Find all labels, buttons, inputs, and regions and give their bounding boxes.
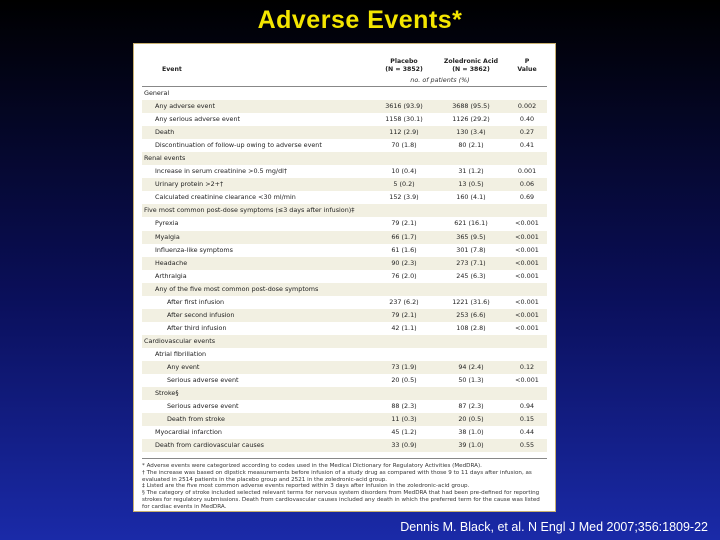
cell-placebo bbox=[373, 283, 435, 296]
cell-zoledronic: 108 (2.8) bbox=[456, 323, 486, 332]
cell-placebo: 76 (2.0) bbox=[391, 271, 417, 280]
table-row bbox=[142, 426, 547, 439]
cell-p-value bbox=[507, 204, 547, 217]
row-label: Myocardial infarction bbox=[155, 428, 222, 437]
row-label: Stroke§ bbox=[142, 387, 373, 400]
footnote: * Adverse events were categorized according to codes used in the Medical Dictionary for Regulatory Activities (MedDRA). bbox=[142, 463, 482, 470]
cell-zoledronic: 365 (9.5) bbox=[435, 231, 507, 244]
cell-zoledronic: 31 (1.2) bbox=[458, 167, 484, 176]
units-row bbox=[142, 74, 547, 87]
cell-placebo bbox=[373, 335, 435, 348]
cell-zoledronic: 3688 (95.5) bbox=[435, 100, 507, 113]
row-label: Five most common post-dose symptoms (≤3 days after infusion)‡ bbox=[142, 204, 373, 217]
cell-placebo: 45 (1.2) bbox=[391, 428, 417, 437]
cell-p-value: 0.94 bbox=[519, 402, 535, 411]
row-label: Myalgia bbox=[142, 231, 373, 244]
cell-p-value bbox=[507, 152, 547, 165]
cell-zoledronic: 38 (1.0) bbox=[458, 428, 484, 437]
cell-p-value bbox=[507, 283, 547, 296]
cell-zoledronic bbox=[435, 152, 507, 165]
cell-p-value bbox=[507, 387, 547, 400]
cell-placebo: 42 (1.1) bbox=[391, 323, 417, 332]
cell-zoledronic: 80 (2.1) bbox=[458, 141, 484, 150]
cell-zoledronic: 1221 (31.6) bbox=[452, 297, 490, 306]
cell-p-value: <0.001 bbox=[515, 271, 539, 280]
cell-p-value: 0.44 bbox=[519, 428, 535, 437]
header-value-label: Value bbox=[517, 66, 537, 73]
table-row bbox=[142, 309, 547, 322]
cell-p-value bbox=[507, 335, 547, 348]
cell-placebo bbox=[373, 204, 435, 217]
row-label: Any serious adverse event bbox=[155, 115, 241, 124]
cell-p-value: 0.40 bbox=[519, 115, 535, 124]
table-row bbox=[142, 296, 547, 309]
cell-placebo: 3616 (93.9) bbox=[373, 100, 435, 113]
cell-p-value: 0.12 bbox=[507, 361, 547, 374]
cell-zoledronic: 130 (3.4) bbox=[435, 126, 507, 139]
table-row bbox=[142, 100, 547, 113]
table-row bbox=[142, 322, 547, 335]
cell-placebo: 79 (2.1) bbox=[391, 219, 417, 228]
row-label: Calculated creatinine clearance <30 ml/min bbox=[155, 193, 296, 202]
cell-placebo: 152 (3.9) bbox=[389, 193, 419, 202]
slide-title: Adverse Events* bbox=[257, 6, 463, 34]
cell-placebo bbox=[373, 387, 435, 400]
cell-zoledronic bbox=[435, 204, 507, 217]
cell-zoledronic: 20 (0.5) bbox=[435, 413, 507, 426]
cell-placebo: 70 (1.8) bbox=[391, 141, 417, 150]
cell-p-value: <0.001 bbox=[515, 297, 539, 306]
table-row bbox=[142, 204, 547, 217]
cell-p-value: 0.55 bbox=[507, 439, 547, 452]
row-label: Increase in serum creatinine >0.5 mg/dl† bbox=[155, 167, 288, 176]
header-zoledronic-n: (N = 3862) bbox=[452, 66, 490, 73]
header-p-value bbox=[507, 52, 547, 74]
cell-zoledronic bbox=[435, 335, 507, 348]
cell-p-value: 0.15 bbox=[507, 413, 547, 426]
cell-zoledronic: 50 (1.3) bbox=[458, 376, 484, 385]
table-row bbox=[142, 335, 547, 348]
footnote: ‡ Listed are the five most common adverse events reported within 3 days after infusion in the zoledronic-acid group. bbox=[142, 483, 470, 490]
row-label: Urinary protein >2+† bbox=[142, 178, 373, 191]
table-row bbox=[142, 178, 547, 191]
cell-zoledronic: 245 (6.3) bbox=[456, 271, 486, 280]
header-placebo bbox=[373, 52, 435, 74]
table-row bbox=[142, 231, 547, 244]
table-row bbox=[142, 283, 547, 296]
cell-placebo bbox=[373, 348, 435, 361]
table-header-row bbox=[142, 52, 547, 74]
cell-placebo: 79 (2.1) bbox=[373, 309, 435, 322]
cell-p-value: 0.002 bbox=[507, 100, 547, 113]
row-label: Atrial fibrillation bbox=[155, 349, 207, 358]
cell-zoledronic: 1126 (29.2) bbox=[452, 115, 490, 124]
row-label: After third infusion bbox=[167, 323, 227, 332]
table-row bbox=[142, 152, 547, 165]
cell-placebo: 1158 (30.1) bbox=[385, 115, 423, 124]
cell-placebo: 88 (2.3) bbox=[391, 402, 417, 411]
header-placebo-label: Placebo bbox=[390, 58, 418, 65]
table-row bbox=[142, 413, 547, 426]
header-event: Event bbox=[162, 66, 182, 73]
table-body bbox=[142, 87, 547, 453]
table-row bbox=[142, 217, 547, 230]
cell-placebo: 73 (1.9) bbox=[373, 361, 435, 374]
table-row bbox=[142, 87, 547, 101]
table-row bbox=[142, 374, 547, 387]
cell-zoledronic bbox=[435, 387, 507, 400]
header-zoledronic bbox=[435, 52, 507, 74]
footnotes bbox=[142, 458, 547, 510]
adverse-events-table bbox=[142, 52, 547, 452]
cell-zoledronic: 94 (2.4) bbox=[435, 361, 507, 374]
header-zoledronic-label: Zoledronic Acid bbox=[443, 58, 499, 65]
table-row bbox=[142, 244, 547, 257]
row-label: Renal events bbox=[142, 152, 373, 165]
cell-p-value: <0.001 bbox=[507, 257, 547, 270]
cell-placebo: 33 (0.9) bbox=[373, 439, 435, 452]
table-row bbox=[142, 361, 547, 374]
cell-zoledronic: 301 (7.8) bbox=[456, 245, 486, 254]
row-label: Any adverse event bbox=[142, 100, 373, 113]
cell-placebo: 10 (0.4) bbox=[391, 167, 417, 176]
table-row bbox=[142, 257, 547, 270]
cell-p-value: 0.69 bbox=[519, 193, 535, 202]
cell-p-value: <0.001 bbox=[507, 231, 547, 244]
row-label: Influenza-like symptoms bbox=[155, 245, 233, 254]
cell-p-value: 0.41 bbox=[519, 141, 535, 150]
cell-zoledronic: 13 (0.5) bbox=[435, 178, 507, 191]
cell-zoledronic: 621 (16.1) bbox=[454, 219, 488, 228]
table-row bbox=[142, 439, 547, 452]
row-label: Death bbox=[142, 126, 373, 139]
table-row bbox=[142, 387, 547, 400]
cell-zoledronic: 87 (2.3) bbox=[458, 402, 484, 411]
header-p-label: P bbox=[524, 58, 530, 65]
adverse-events-table-image bbox=[133, 43, 556, 512]
row-label: Arthralgia bbox=[155, 271, 187, 280]
cell-p-value: <0.001 bbox=[515, 245, 539, 254]
cell-placebo bbox=[373, 152, 435, 165]
cell-zoledronic bbox=[435, 283, 507, 296]
cell-placebo: 90 (2.3) bbox=[373, 257, 435, 270]
cell-zoledronic bbox=[435, 87, 507, 101]
cell-p-value bbox=[507, 87, 547, 101]
cell-placebo bbox=[373, 87, 435, 101]
table-row bbox=[142, 191, 547, 204]
cell-p-value: <0.001 bbox=[515, 219, 539, 228]
cell-zoledronic: 273 (7.1) bbox=[435, 257, 507, 270]
cell-zoledronic: 253 (6.6) bbox=[435, 309, 507, 322]
table-row bbox=[142, 139, 547, 152]
footnote: § The category of stroke included selected relevant terms for nervous system disorders from MedDRA that had been pre-defined for reporting strokes for regulatory submissions. Death from cardiovascular causes included any death in which the preferred term for the cause was listed for cardiac events in MedDRA. bbox=[142, 490, 540, 510]
units-label: no. of patients (%) bbox=[373, 74, 507, 87]
cell-placebo: 237 (6.2) bbox=[389, 297, 419, 306]
row-label: Any of the five most common post-dose symptoms bbox=[142, 283, 373, 296]
header-placebo-n: (N = 3852) bbox=[385, 66, 423, 73]
row-label: After first infusion bbox=[167, 297, 225, 306]
cell-p-value: 0.06 bbox=[507, 178, 547, 191]
row-label: After second infusion bbox=[142, 309, 373, 322]
table-row bbox=[142, 400, 547, 413]
row-label: Serious adverse event bbox=[167, 402, 239, 411]
table-row bbox=[142, 126, 547, 139]
cell-placebo: 5 (0.2) bbox=[373, 178, 435, 191]
row-label: General bbox=[144, 89, 170, 98]
row-label: Any event bbox=[142, 361, 373, 374]
cell-placebo: 11 (0.3) bbox=[373, 413, 435, 426]
cell-zoledronic: 39 (1.0) bbox=[435, 439, 507, 452]
row-label: Headache bbox=[142, 257, 373, 270]
table-row bbox=[142, 113, 547, 126]
cell-placebo: 20 (0.5) bbox=[391, 376, 417, 385]
cell-zoledronic bbox=[435, 348, 507, 361]
table-row bbox=[142, 165, 547, 178]
row-label: Discontinuation of follow-up owing to adverse event bbox=[155, 141, 322, 150]
table-row bbox=[142, 270, 547, 283]
row-label: Death from stroke bbox=[142, 413, 373, 426]
cell-p-value: 0.27 bbox=[507, 126, 547, 139]
cell-placebo: 66 (1.7) bbox=[373, 231, 435, 244]
row-label: Cardiovascular events bbox=[142, 335, 373, 348]
row-label: Serious adverse event bbox=[167, 376, 239, 385]
table-row bbox=[142, 348, 547, 361]
row-label: Death from cardiovascular causes bbox=[142, 439, 373, 452]
footnote: † The increase was based on dipstick measurements before infusion of a study drug as compared with those 9 to 11 days after infusion, as evaluated in 2514 patients in the placebo group and 2521 in the zoledronic-acid group. bbox=[142, 470, 532, 483]
row-label: Pyrexia bbox=[155, 219, 179, 228]
cell-p-value: <0.001 bbox=[515, 376, 539, 385]
cell-placebo: 112 (2.9) bbox=[373, 126, 435, 139]
cell-placebo: 61 (1.6) bbox=[391, 245, 417, 254]
cell-p-value bbox=[507, 348, 547, 361]
citation: Dennis M. Black, et al. N Engl J Med 2007;356:1809-22 bbox=[400, 520, 708, 534]
cell-zoledronic: 160 (4.1) bbox=[456, 193, 486, 202]
cell-p-value: <0.001 bbox=[507, 309, 547, 322]
cell-p-value: 0.001 bbox=[517, 167, 537, 176]
cell-p-value: <0.001 bbox=[515, 323, 539, 332]
